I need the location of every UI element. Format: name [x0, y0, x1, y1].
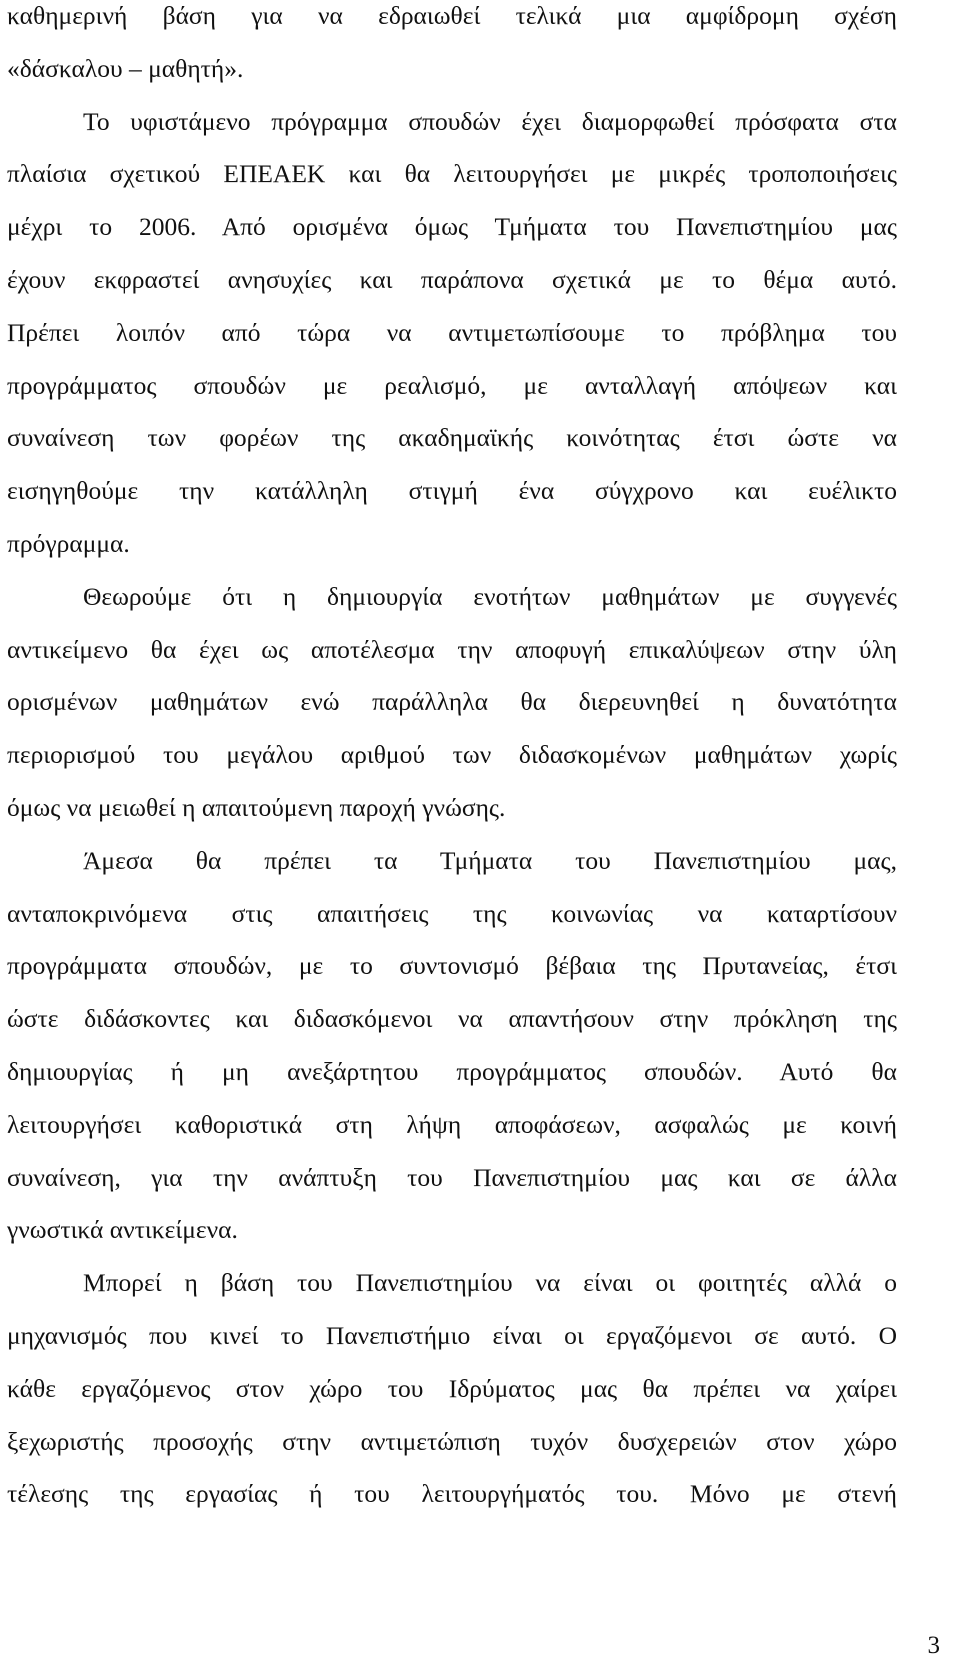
text-line: προγράμματα σπουδών, με το συντονισμό βέβαια της Πρυτανείας, έτσι	[7, 951, 897, 981]
text-line: Το υφιστάμενο πρόγραμμα σπουδών έχει διαμορφωθεί πρόσφατα στα	[83, 106, 897, 136]
text-line: συναίνεση, για την ανάπτυξη του Πανεπιστημίου μας και σε άλλα	[7, 1162, 897, 1192]
text-line: ανταποκρινόμενα στις απαιτήσεις της κοινωνίας να καταρτίσουν	[7, 898, 897, 928]
text-line: καθημερινή βάση για να εδραιωθεί τελικά μια αμφίδρομη σχέση	[7, 1, 897, 30]
paragraph-p4	[7, 835, 897, 1257]
text-line: Πρέπει λοιπόν από τώρα να αντιμετωπίσουμε το πρόβλημα του	[7, 317, 897, 347]
text-line: πλαίσια σχετικού ΕΠΕΑΕΚ και θα λειτουργήσει με μικρές τροποποιήσεις	[7, 159, 897, 189]
text-line: «δάσκαλου – μαθητή».	[7, 53, 244, 83]
text-line: ώστε διδάσκοντες και διδασκόμενοι να απαντήσουν στην πρόκληση της	[7, 1004, 897, 1034]
text-line: γνωστικά αντικείμενα.	[7, 1215, 238, 1245]
text-line: συναίνεση των φορέων της ακαδημαϊκής κοινότητας έτσι ώστε να	[7, 423, 897, 453]
text-line: μηχανισμός που κινεί το Πανεπιστήμιο είναι οι εργαζόμενοι σε αυτό. Ο	[7, 1320, 897, 1350]
text-line: ορισμένων μαθημάτων ενώ παράλληλα θα διερευνηθεί η δυνατότητα	[7, 687, 897, 717]
text-line: έχουν εκφραστεί ανησυχίες και παράπονα σχετικά με το θέμα αυτό.	[7, 264, 897, 294]
text-line: λειτουργήσει καθοριστικά στη λήψη αποφάσεων, ασφαλώς με κοινή	[7, 1109, 897, 1139]
text-line: πρόγραμμα.	[7, 528, 130, 558]
document-body	[7, 0, 897, 1521]
paragraph-p3	[7, 571, 897, 835]
paragraph-p2	[7, 96, 897, 571]
text-line: Θεωρούμε ότι η δημιουργία ενοτήτων μαθημάτων με συγγενές	[83, 581, 897, 611]
text-line: εισηγηθούμε την κατάλληλη στιγμή ένα σύγχρονο και ευέλικτο	[7, 476, 897, 506]
text-line: τέλεσης της εργασίας ή του λειτουργήματός του. Μόνο με στενή	[7, 1479, 897, 1509]
text-line: μέχρι το 2006. Από ορισμένα όμως Τμήματα του Πανεπιστημίου μας	[7, 212, 897, 242]
paragraph-p5	[7, 1257, 897, 1521]
text-line: αντικείμενο θα έχει ως αποτέλεσμα την αποφυγή επικαλύψεων στην ύλη	[7, 634, 897, 664]
text-line: περιορισμού του μεγάλου αριθμού των διδασκομένων μαθημάτων χωρίς	[7, 740, 897, 770]
text-line: προγράμματος σπουδών με ρεαλισμό, με ανταλλαγή απόψεων και	[7, 370, 897, 400]
page-number: 3	[927, 1632, 940, 1659]
document-page	[7, 0, 897, 1521]
text-line: κάθε εργαζόμενος στον χώρο του Ιδρύματος μας θα πρέπει να χαίρει	[7, 1373, 897, 1403]
text-line: Μπορεί η βάση του Πανεπιστημίου να είναι οι φοιτητές αλλά ο	[83, 1268, 897, 1298]
text-line: όμως να μειωθεί η απαιτούμενη παροχή γνώσης.	[7, 792, 506, 822]
text-line: δημιουργίας ή μη ανεξάρτητου προγράμματος σπουδών. Αυτό θα	[7, 1056, 897, 1086]
text-line: Άμεσα θα πρέπει τα Τμήματα του Πανεπιστημίου μας,	[83, 845, 897, 875]
text-line: ξεχωριστής προσοχής στην αντιμετώπιση τυχόν δυσχερειών στον χώρο	[7, 1426, 897, 1456]
paragraph-p1	[7, 0, 897, 96]
